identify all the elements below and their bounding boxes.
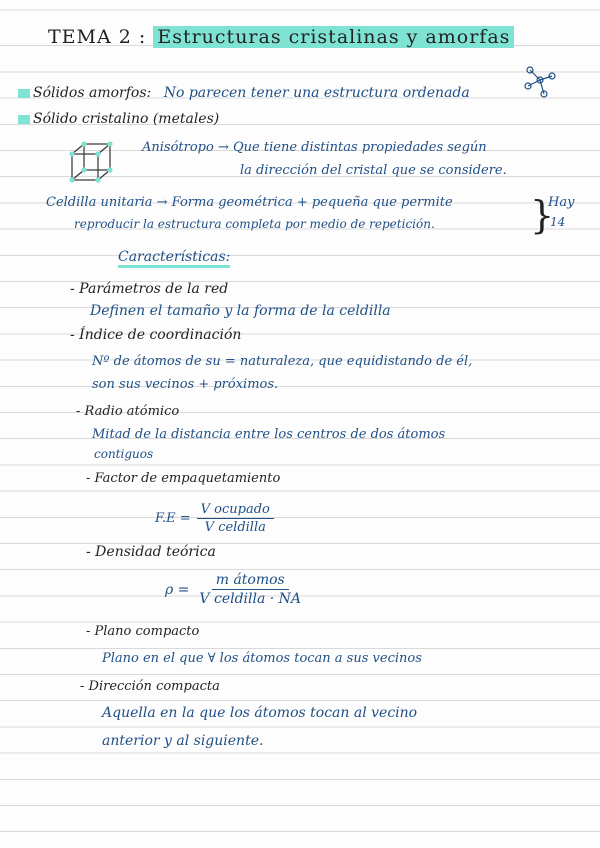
- caracteristicas-heading: Características:: [118, 250, 230, 268]
- density-formula: [165, 572, 305, 607]
- anisotropo-def1: → Que tiene distintas propiedades según: [217, 140, 487, 155]
- item-desc: contiguos: [94, 447, 154, 461]
- formula-fraction: [197, 502, 274, 535]
- item-title: - Dirección compacta: [80, 679, 220, 694]
- item-title: - Factor de empaquetamiento: [86, 471, 281, 486]
- amorphous-label: Sólidos amorfos:: [33, 85, 152, 101]
- packing-factor-formula: [155, 502, 274, 535]
- title-highlight: Estructuras cristalinas y amorfas: [153, 26, 514, 48]
- celdilla-note1: Hay: [548, 195, 575, 210]
- brace: }: [530, 193, 555, 237]
- celdilla-line2: reproducir la estructura completa por medio de repetición.: [74, 217, 435, 231]
- item-title: - Radio atómico: [76, 404, 180, 419]
- formula-lhs: ρ =: [165, 581, 190, 598]
- celdilla-term: Celdilla unitaria: [46, 195, 153, 210]
- celdilla-line1: [46, 196, 453, 209]
- amorphous-text: No parecen tener una estructura ordenada: [163, 85, 470, 101]
- item-title: - Parámetros de la red: [70, 281, 229, 297]
- item-desc: Definen el tamaño y la forma de la celdilla: [90, 303, 391, 319]
- crystalline-label: Sólido cristalino (metales): [33, 111, 220, 127]
- item-title: - Índice de coordinación: [70, 327, 242, 343]
- formula-numerator: V ocupado: [197, 502, 274, 519]
- anisotropo-term: Anisótropo: [142, 140, 214, 155]
- crystalline-line: [18, 112, 219, 126]
- item-desc: Mitad de la distancia entre los centros de dos átomos: [92, 427, 446, 442]
- anisotropo-line2: la dirección del cristal que se considere.: [240, 163, 507, 178]
- item-desc: son sus vecinos + próximos.: [92, 377, 279, 392]
- formula-fraction: [195, 572, 305, 607]
- amorphous-line: [18, 86, 470, 100]
- formula-numerator: m átomos: [212, 572, 289, 590]
- celdilla-def1: → Forma geométrica + pequeña que permite: [156, 195, 453, 210]
- molecule-icon: [520, 62, 560, 100]
- formula-denominator: V celdilla: [204, 520, 266, 535]
- formula-lhs: F.E =: [155, 511, 191, 526]
- celdilla-note2: 14: [550, 215, 566, 229]
- item-title: - Densidad teórica: [86, 544, 216, 560]
- formula-denominator: V celdilla · NA: [199, 591, 302, 607]
- title-prefix: TEMA 2 :: [48, 26, 147, 48]
- item-desc: Plano en el que ∀ los átomos tocan a sus vecinos: [102, 651, 422, 666]
- highlight-bullet: [18, 115, 30, 124]
- item-title: - Plano compacto: [86, 624, 200, 639]
- item-desc: Aquella en la que los átomos tocan al vecino: [102, 705, 418, 721]
- cube-icon: [68, 140, 116, 184]
- page-title: [48, 28, 514, 47]
- item-desc: Nº de átomos de su = naturaleza, que equidistando de él,: [92, 354, 473, 369]
- anisotropo-line1: [142, 141, 487, 154]
- highlight-bullet: [18, 89, 30, 98]
- item-desc: anterior y al siguiente.: [102, 733, 264, 749]
